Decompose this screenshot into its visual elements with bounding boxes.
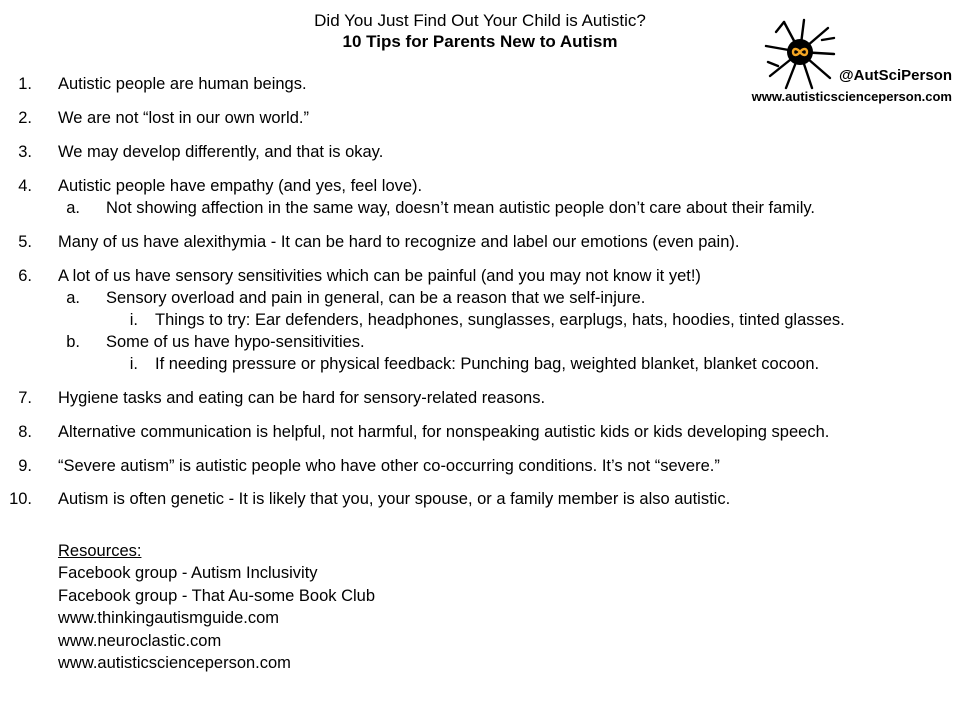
resource-item: Facebook group - Autism Inclusivity	[58, 564, 318, 583]
page-title: Did You Just Find Out Your Child is Autistic?	[314, 11, 646, 30]
list-text: We are not “lost in our own world.”	[58, 109, 309, 127]
list-text: If needing pressure or physical feedback: Punching bag, weighted blanket, blanket cocoon.	[155, 355, 820, 373]
resource-item: www.autisticscienceperson.com	[58, 654, 291, 673]
list-text: Not showing affection in the same way, doesn’t mean autistic people don’t care about their family.	[106, 199, 815, 217]
resource-item: www.neuroclastic.com	[58, 631, 222, 650]
list-text: Sensory overload and pain in general, can be a reason that we self-injure.	[106, 289, 646, 307]
list-text: Autistic people are human beings.	[58, 75, 307, 93]
page-subtitle: 10 Tips for Parents New to Autism	[342, 32, 618, 51]
list-number: 3.	[18, 143, 32, 161]
list-number: 8.	[18, 423, 32, 441]
list-number: 6.	[18, 267, 32, 285]
list-number: 10.	[9, 490, 32, 508]
author-handle: @AutSciPerson	[839, 67, 952, 84]
list-letter: a.	[66, 199, 80, 217]
list-number: 9.	[18, 457, 32, 475]
list-text: A lot of us have sensory sensitivities which can be painful (and you may not know it yet!)	[58, 267, 701, 285]
author-website: www.autisticscienceperson.com	[751, 89, 952, 104]
list-text: Autistic people have empathy (and yes, feel love).	[58, 177, 423, 195]
list-text: We may develop differently, and that is okay.	[58, 143, 384, 161]
list-text: Things to try: Ear defenders, headphones, sunglasses, earplugs, hats, hoodies, tinted glasses.	[155, 311, 845, 329]
list-text: Autism is often genetic - It is likely that you, your spouse, or a family member is also autistic.	[58, 490, 731, 508]
list-letter: b.	[66, 333, 80, 351]
resource-item: www.thinkingautismguide.com	[58, 609, 280, 628]
list-number: 7.	[18, 389, 32, 407]
resources-section	[58, 540, 375, 674]
list-roman: i.	[129, 355, 138, 373]
list-number: 1.	[18, 75, 32, 93]
list-letter: a.	[66, 289, 80, 307]
resources-heading: Resources:	[58, 542, 142, 560]
list-text: Alternative communication is helpful, not harmful, for nonspeaking autistic kids or kids developing speech.	[58, 423, 830, 441]
list-text: Some of us have hypo-sensitivities.	[106, 333, 365, 351]
list-number: 2.	[18, 109, 32, 127]
resource-item: Facebook group - That Au-some Book Club	[58, 586, 376, 605]
list-text: “Severe autism” is autistic people who have other co-occurring conditions. It’s not “severe.”	[58, 457, 720, 475]
list-text: Many of us have alexithymia - It can be hard to recognize and label our emotions (even pain).	[58, 233, 740, 251]
list-roman: i.	[129, 311, 138, 329]
list-number: 4.	[18, 177, 32, 195]
list-number: 5.	[18, 233, 32, 251]
list-text: Hygiene tasks and eating can be hard for sensory-related reasons.	[58, 389, 546, 407]
